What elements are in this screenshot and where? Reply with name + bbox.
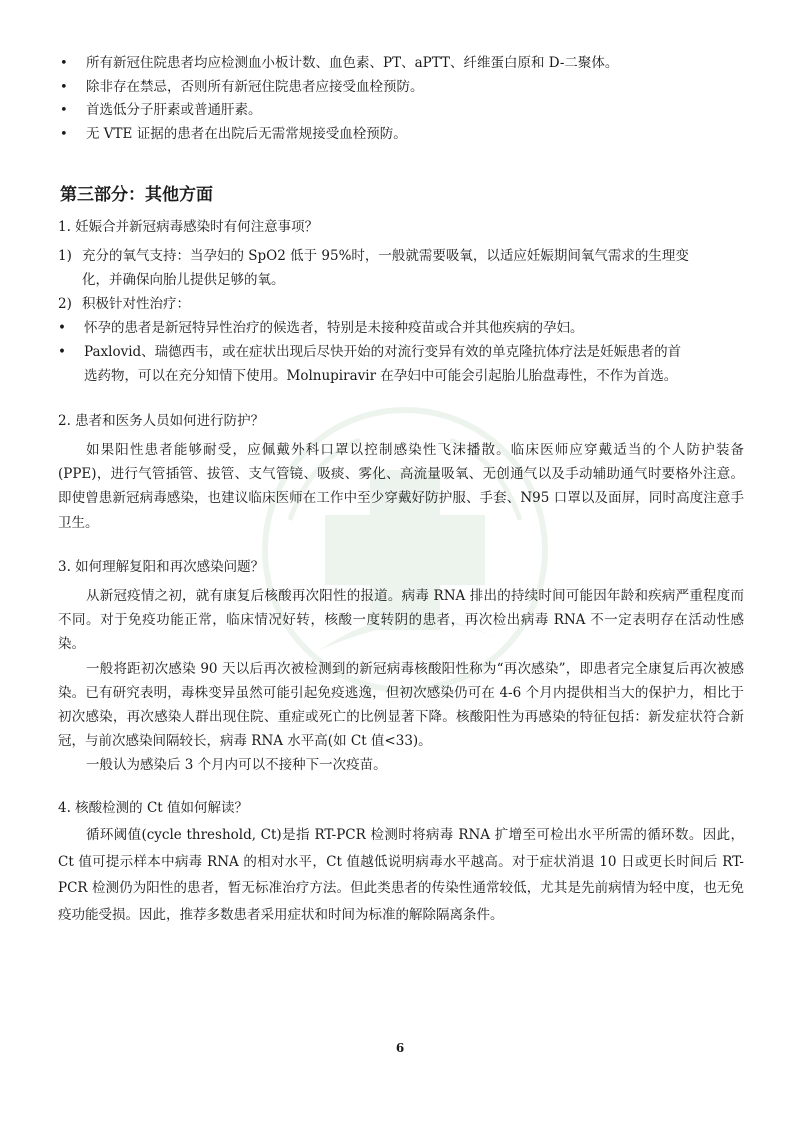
bullet-icon: •: [58, 344, 66, 360]
page-number: 6: [395, 1041, 405, 1055]
item-text: 充分的氧气支持：当孕妇的 SpO2 低于 95%时，一般就需要吸氧，以适应妊娠期间氧气需求的生理变: [82, 248, 689, 264]
list-item: • 无 VTE 证据的患者在出院后无需常规接受血栓预防。: [60, 123, 760, 147]
paragraph: 如果阳性患者能够耐受，应佩戴外科口罩以控制感染性飞沫播散。临床医师应穿戴适当的个人防护装备(PPE)，进行气管插管、拔管、支气管镜、吸痰、雾化、高流量吸氧、无创通气以及手动辅助通气时要格外注意。即使曾患新冠病毒感染，也建议临床医师在工作中至少穿戴好防护服、手套、N95 口罩以及面屏，同时高度注意手卫生。: [58, 442, 744, 531]
list-item: [58, 340, 744, 364]
question-3-body: [58, 584, 744, 778]
list-item: • 除非存在禁忌，否则所有新冠住院患者应接受血栓预防。: [60, 76, 760, 100]
section-title: 第三部分：其他方面: [60, 185, 213, 205]
question-1-body: [58, 244, 744, 388]
paragraph: 循环阈值(cycle threshold, Ct)是指 RT-PCR 检测时将病毒 RNA 扩增至可检出水平所需的循环数。因此，Ct 值可提示样本中病毒 RNA 的相对水平，Ct 值越低说明病毒水平越高。对于症状消退 10 日或更长时间后 RT-PCR 检测仍为阳性的患者，暂无标准治疗方法。但此类患者的传染性通常较低，尤其是先前病情为轻中度，也无免疫功能受损。因此，推荐多数患者采用症状和时间为标准的解除隔离条件。: [58, 827, 744, 923]
list-item: • 首选低分子肝素或普通肝素。: [60, 99, 760, 123]
question-3-title: 3. 如何理解复阳和再次感染问题？: [58, 559, 265, 575]
paragraph: 从新冠疫情之初，就有康复后核酸再次阳性的报道。病毒 RNA 排出的持续时间可能因年龄和疾病严重程度而不同。对于免疫功能正常，临床情况好转，核酸一度转阴的患者，再次检出病毒 RNA 不一定表明存在活动性感染。: [58, 588, 744, 653]
list-item: • 所有新冠住院患者均应检测血小板计数、血色素、PT、aPTT、纤维蛋白原和 D-二聚体。: [60, 52, 760, 76]
numbered-item-1: [58, 244, 744, 268]
item-number: 2): [58, 296, 72, 312]
question-2-body: [58, 438, 744, 535]
item-text: Paxlovid、瑞德西韦，或在症状出现后尽快开始的对流行变异有效的单克隆抗体疗法是妊娠患者的首: [84, 344, 682, 360]
bullet-icon: •: [58, 320, 66, 336]
item-text: 积极针对性治疗：: [82, 296, 190, 312]
question-2-title: 2. 患者和医务人员如何进行防护？: [58, 413, 265, 429]
paragraph: 一般将距初次感染 90 天以后再次被检测到的新冠病毒核酸阳性称为“再次感染”，即患者完全康复后再次被感染。已有研究表明，毒株变异虽然可能引起免疫逃逸，但初次感染仍可在 4-6 个月内提供相当大的保护力，相比于初次感染，再次感染人群出现住院、重症或死亡的比例显著下降。核酸阳性为再感染的特征包括：新发症状符合新冠，与前次感染间隔较长，病毒 RNA 水平高(如 Ct 值<33)。: [58, 660, 744, 750]
paragraph: 一般认为感染后 3 个月内可以不接种下一次疫苗。: [86, 757, 387, 774]
numbered-item-2: [58, 292, 744, 316]
item-text-continued: 化，并确保向胎儿提供足够的氧。: [82, 272, 285, 288]
guideline-bullet-list: [60, 52, 760, 146]
item-number: 1): [58, 248, 72, 264]
question-4-body: [58, 822, 744, 928]
item-text-continued: 选药物，可以在充分知情下使用。Molnupiravir 在孕妇中可能会引起胎儿胎盘毒性，不作为首选。: [84, 368, 678, 384]
item-text: 怀孕的患者是新冠特异性治疗的候选者，特别是未接种疫苗或合并其他疾病的孕妇。: [84, 320, 584, 336]
question-1-title: 1. 妊娠合并新冠病毒感染时有何注意事项？: [58, 219, 319, 235]
list-item: [58, 316, 744, 340]
question-4-title: 4. 核酸检测的 Ct 值如何解读？: [58, 800, 249, 816]
